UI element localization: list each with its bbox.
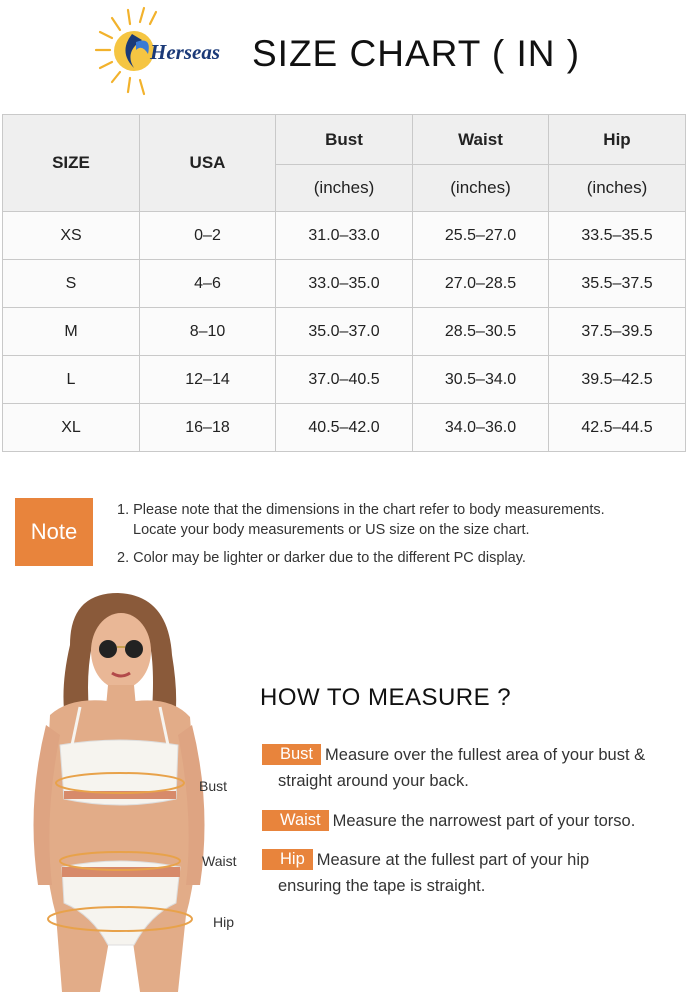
cell-bust: 35.0–37.0 — [276, 308, 413, 356]
table-row — [3, 212, 686, 260]
measure-waist — [262, 808, 635, 834]
waist-instruction: Measure the narrowest part of your torso. — [332, 812, 636, 830]
cell-usa: 4–6 — [140, 260, 276, 308]
bust-instruction: Measure over the fullest area of your bust & — [325, 746, 646, 764]
measure-hip — [262, 847, 589, 899]
cell-size: XL — [3, 404, 140, 452]
table-row — [3, 260, 686, 308]
bust-instruction-continued: straight around your back. — [278, 772, 469, 790]
cell-bust: 33.0–35.0 — [276, 260, 413, 308]
figure-label-bust: Bust — [199, 778, 228, 794]
cell-size: XS — [3, 212, 140, 260]
header-size: SIZE — [3, 115, 140, 212]
note-list — [117, 500, 605, 568]
cell-hip: 42.5–44.5 — [549, 404, 686, 452]
waist-tag: Waist — [262, 810, 329, 831]
cell-usa: 12–14 — [140, 356, 276, 404]
table-row — [3, 356, 686, 404]
cell-bust: 31.0–33.0 — [276, 212, 413, 260]
header-hip: Hip — [549, 115, 686, 165]
how-to-measure-title: HOW TO MEASURE ? — [260, 684, 512, 711]
note-line-1: 1. Please note that the dimensions in the chart refer to body measurements. — [117, 502, 605, 518]
header-waist: Waist — [413, 115, 549, 165]
header-hip-unit: (inches) — [549, 165, 686, 212]
note-line-2: 2. Color may be lighter or darker due to the different PC display. — [117, 550, 526, 566]
cell-usa: 16–18 — [140, 404, 276, 452]
hip-instruction: Measure at the fullest part of your hip — [316, 851, 590, 869]
cell-waist: 30.5–34.0 — [413, 356, 549, 404]
header-waist-unit: (inches) — [413, 165, 549, 212]
cell-hip: 35.5–37.5 — [549, 260, 686, 308]
cell-waist: 25.5–27.0 — [413, 212, 549, 260]
header-usa: USA — [140, 115, 276, 212]
hip-tag: Hip — [262, 849, 313, 870]
cell-size: L — [3, 356, 140, 404]
header-bust-unit: (inches) — [276, 165, 413, 212]
page-title: SIZE CHART ( IN ) — [252, 33, 581, 74]
measure-bust — [262, 742, 645, 794]
cell-usa: 0–2 — [140, 212, 276, 260]
cell-size: S — [3, 260, 140, 308]
figure-label-waist: Waist — [202, 853, 237, 869]
cell-hip: 39.5–42.5 — [549, 356, 686, 404]
cell-hip: 33.5–35.5 — [549, 212, 686, 260]
bust-tag: Bust — [262, 744, 321, 765]
cell-waist: 28.5–30.5 — [413, 308, 549, 356]
cell-bust: 37.0–40.5 — [276, 356, 413, 404]
figure-label-hip: Hip — [213, 914, 235, 930]
cell-hip: 37.5–39.5 — [549, 308, 686, 356]
header-bust: Bust — [276, 115, 413, 165]
cell-bust: 40.5–42.0 — [276, 404, 413, 452]
cell-waist: 27.0–28.5 — [413, 260, 549, 308]
cell-usa: 8–10 — [140, 308, 276, 356]
cell-waist: 34.0–36.0 — [413, 404, 549, 452]
cell-size: M — [3, 308, 140, 356]
table-row — [3, 404, 686, 452]
model-figure — [0, 585, 260, 992]
note-line-1-continued: Locate your body measurements or US size on the size chart. — [133, 522, 530, 538]
size-chart-table — [2, 114, 685, 452]
table-row — [3, 308, 686, 356]
brand-name: Herseas — [150, 40, 220, 64]
note-badge: Note — [15, 498, 93, 566]
hip-instruction-continued: ensuring the tape is straight. — [278, 877, 486, 895]
